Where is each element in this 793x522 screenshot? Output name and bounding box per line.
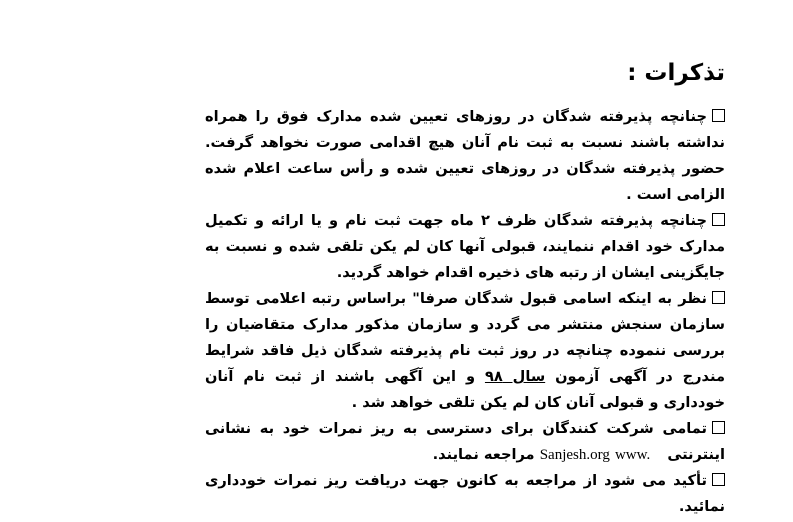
note-item (205, 208, 725, 286)
note-text: چنانچه پذیرفته شدگان ظرف ۲ ماه جهت ثبت نام و یا ارائه و تکمیل مدارک خود اقدام ننمایند، قبولی آنها کان لم یکن تلقی شده و نسبت به جایگزینی ایشان از رتبه های ذخیره اقدام خواهد گردید. (205, 212, 725, 281)
checkbox-icon (712, 291, 725, 304)
note-text: تأکید می شود از مراجعه به کانون جهت دریافت ریز نمرات خودداری نمائید. (205, 472, 725, 515)
note-item (205, 286, 725, 416)
note-text: مراجعه نمایند. (432, 446, 535, 463)
note-item (205, 468, 725, 520)
checkbox-icon (712, 213, 725, 226)
note-item (205, 104, 725, 208)
note-item (205, 416, 725, 468)
note-text: چنانچه پذیرفته شدگان در روزهای تعیین شده مدارک فوق را همراه نداشته باشند نسبت به ثبت نام آنان هیچ اقدامی صورت نخواهد گرفت. حضور پذیرفته شدگان در روزهای تعیین شده و رأس ساعت اعلام شده الزامی است . (205, 108, 725, 203)
exam-year-underlined: سال ۹۸ (484, 368, 546, 385)
checkbox-icon (712, 109, 725, 122)
note-text: نظر به اینکه اسامی قبول شدگان صرفا" براساس رتبه اعلامی توسط سازمان سنجش منتشر می گردد و سازمان مذکور مدارک متقاضیان را بررسی ننموده چنانچه در روز ثبت نام پذیرفته شدگان ذیل فاقد شرایط مندرج در آگهی آزمون (205, 290, 725, 385)
checkbox-icon (712, 473, 725, 486)
notes-title: تذکرات : (627, 60, 725, 86)
website-link-prefix[interactable]: www. (614, 447, 651, 463)
note-text: و این آگهی باشند از ثبت نام آنان خودداری و قبولی آنان کان لم یکن تلقی خواهد شد . (205, 368, 725, 411)
website-link-domain[interactable]: Sanjesh.org (539, 447, 610, 463)
notes-section (205, 58, 725, 520)
note-text: تمامی شرکت کنندگان برای دسترسی به ریز نمرات خود به نشانی اینترنتی (205, 420, 725, 463)
checkbox-icon (712, 421, 725, 434)
